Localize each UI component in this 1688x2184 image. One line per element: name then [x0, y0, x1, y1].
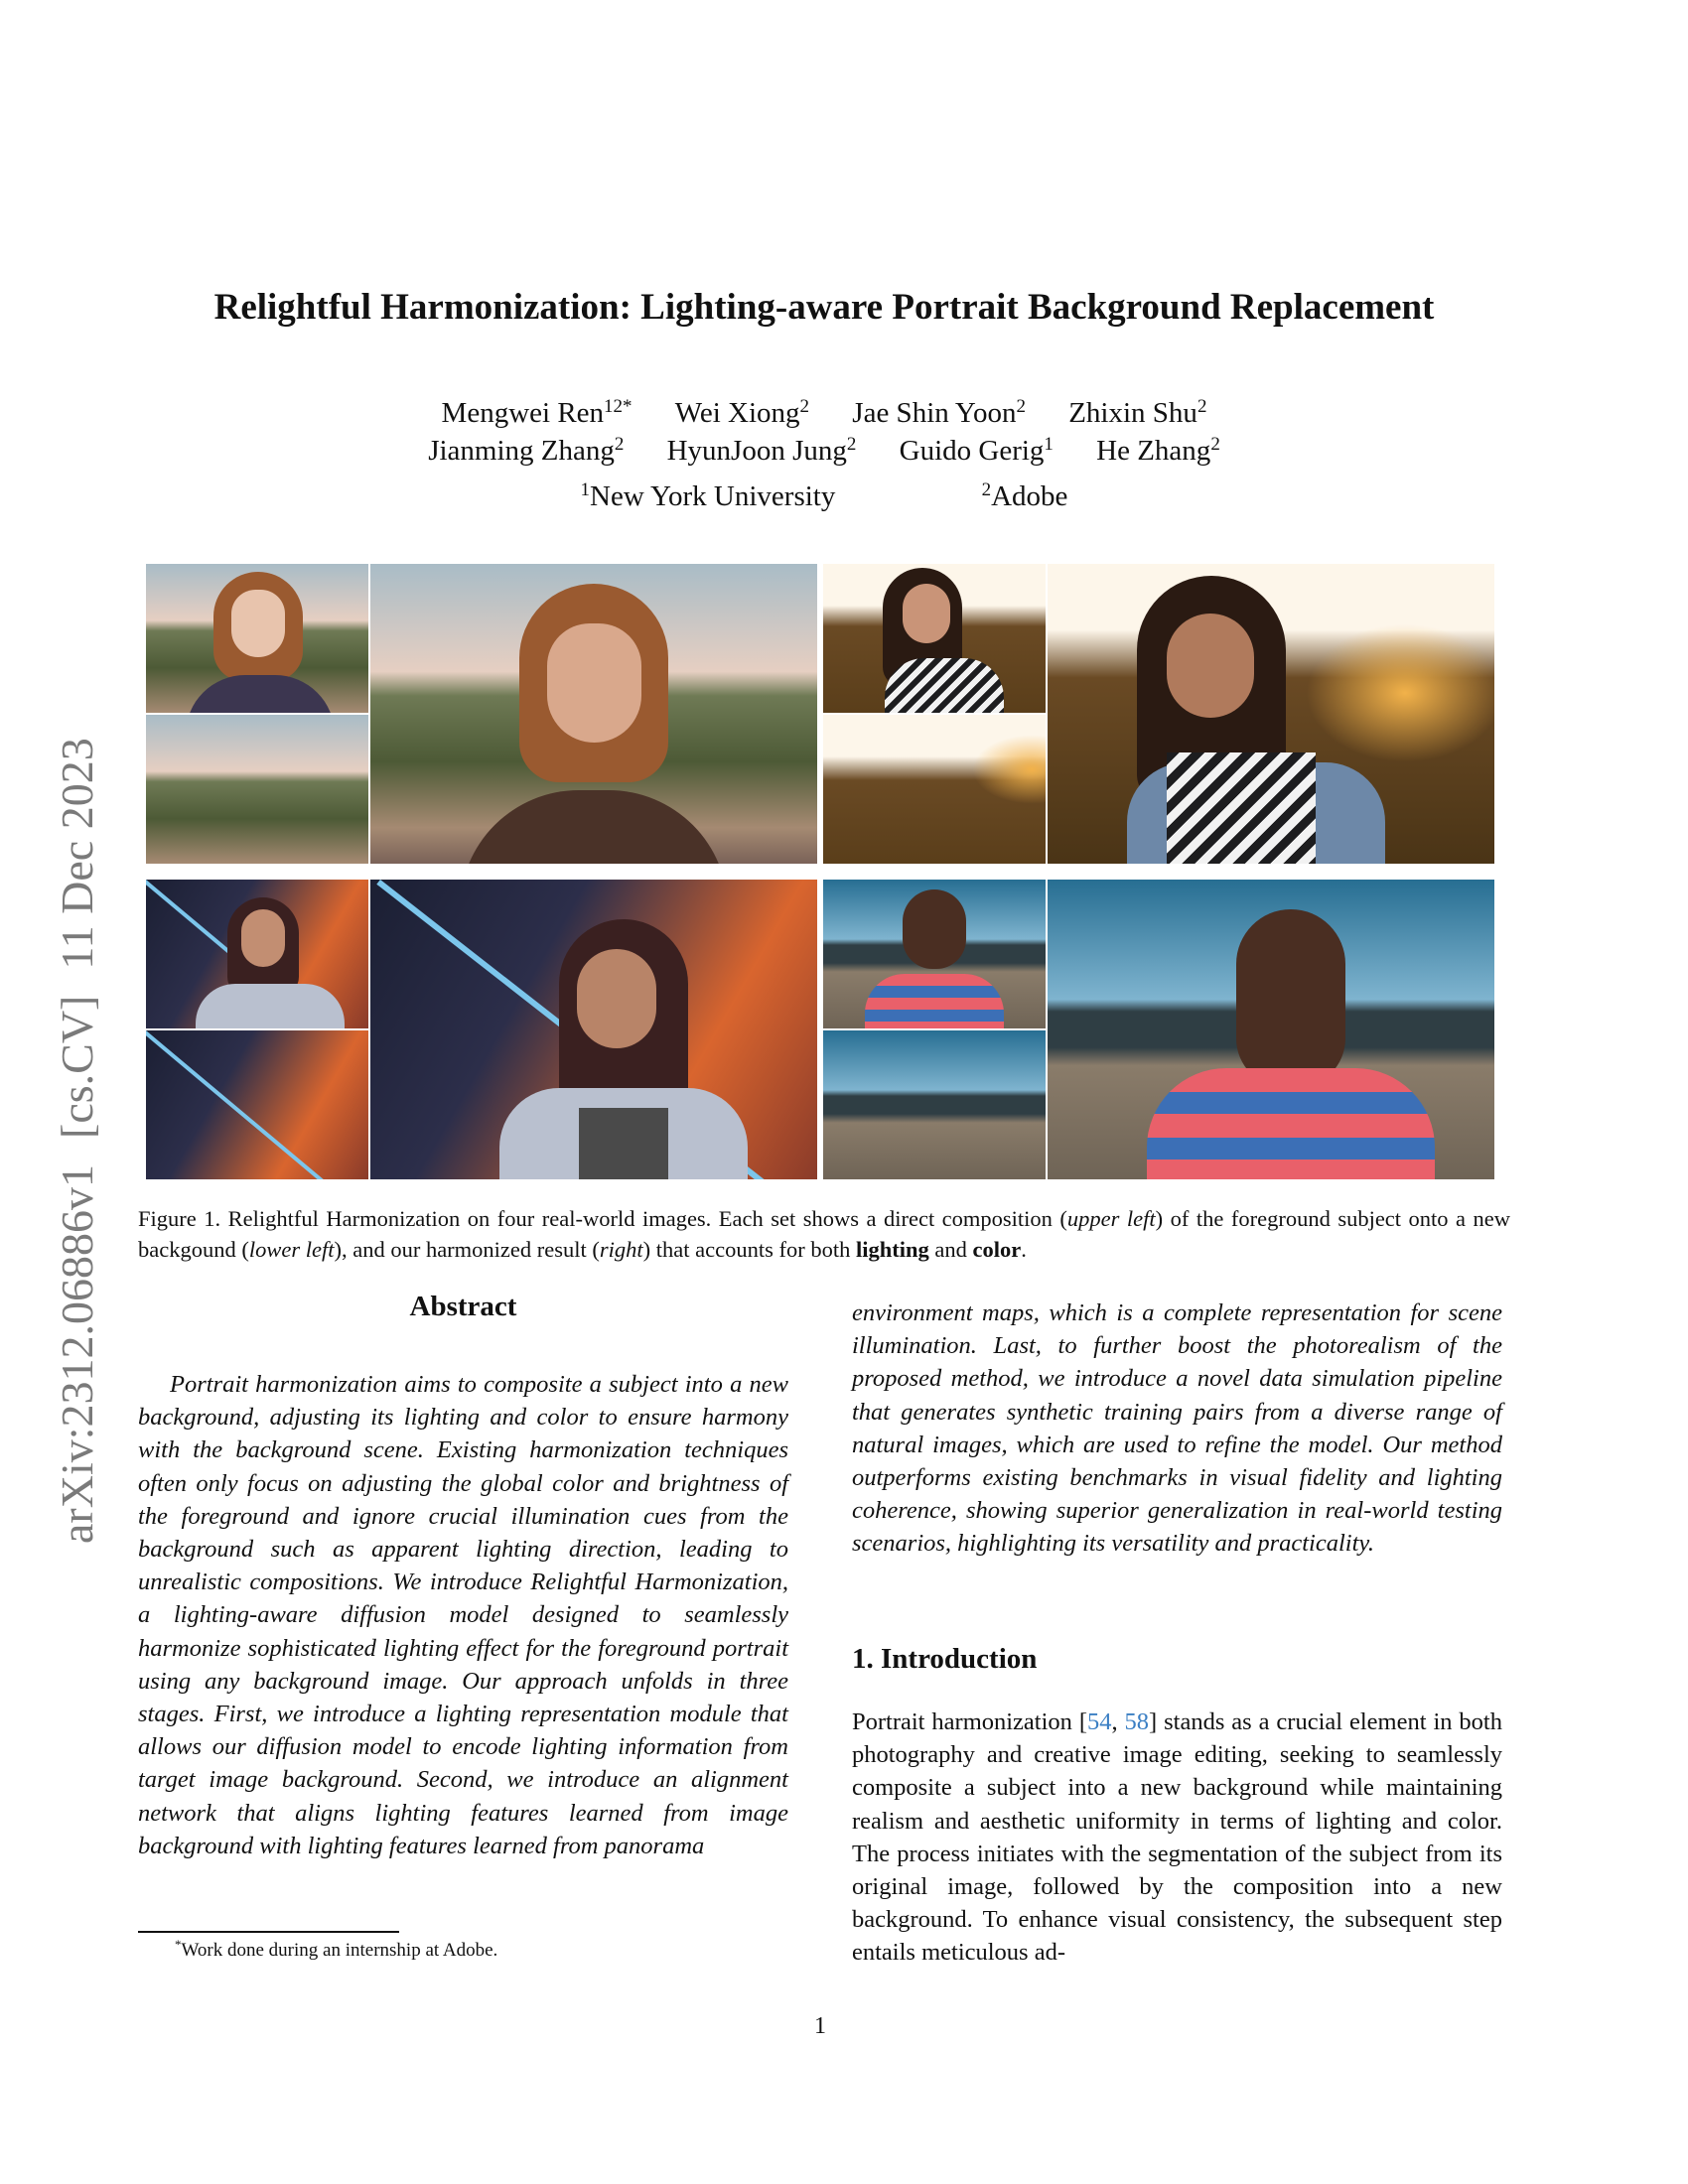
figure-caption: Figure 1. Relightful Harmonization on four real-world images. Each set shows a direct composition (upper left) of the foreground subject onto a new backgound (lower left), and our harmonized result (right) that accounts for both lighting and color. — [138, 1206, 1510, 1262]
affiliation: $^1$New York University — [580, 479, 836, 512]
figure-set-sunset — [823, 564, 1494, 864]
affiliation: $^2$Adobe — [981, 479, 1068, 512]
background-image — [146, 1030, 368, 1179]
arxiv-id: arXiv:2312.06886v1 — [52, 1163, 102, 1544]
background-image — [146, 715, 368, 864]
figure-set-landscape — [146, 564, 817, 864]
author: HyunJoon Jung$^2$ — [666, 434, 857, 467]
introduction-text: Portrait harmonization [54, 58] stands as a crucial element in both photography and creative image editing, seeking to seamlessly composite a subject into a new background while maintaining realism and aesthetic uniformity in terms of lighting and color. The process initiates with the segmentation of the subject from its original image, followed by the composition into a new background. To enhance visual consistency, the subsequent step entails meticulous ad- — [852, 1708, 1502, 1967]
composite-image — [823, 880, 1046, 1028]
paper-title: Relightful Harmonization: Lighting-aware Portrait Background Replacement — [213, 287, 1435, 328]
harmonized-result-image — [1048, 880, 1494, 1179]
abstract-text-left: Portrait harmonization aims to composite a subject into a new background, adjusting its lighting and color to ensure harmony with the background scene. Existing harmonization techniques often only focus on adjusting the global color and brightness of the foreground and ignore crucial illumination cues from the background such as apparent lighting direction, leading to unrealistic compositions. We introduce Relightful Harmonization, a lighting-aware diffusion model designed to seamlessly harmonize sophisticated lighting effect for the foreground portrait using any background image. Our approach unfolds in three stages. First, we introduce a lighting representation module that allows our diffusion model to encode lighting information from target image background. Second, we introduce an alignment network that aligns lighting features learned from image background with lighting features learned from panorama — [138, 1371, 788, 1859]
author: Wei Xiong$^2$ — [674, 396, 810, 429]
figure-set-diner — [146, 880, 817, 1179]
page-number: 1 — [814, 2013, 826, 2039]
citation-link[interactable]: 58 — [1124, 1708, 1150, 1735]
author: Guido Gerig$^1$ — [899, 434, 1054, 467]
background-image — [823, 715, 1046, 864]
footnote-rule — [138, 1931, 399, 1933]
citation-link[interactable]: 54 — [1087, 1708, 1112, 1735]
figure-1 — [146, 564, 1494, 1179]
arxiv-category: [cs.CV] — [52, 995, 102, 1139]
affiliations — [0, 478, 1648, 515]
harmonized-result-image — [370, 564, 817, 864]
harmonized-result-image — [1048, 564, 1494, 864]
authors-row-2 — [0, 432, 1648, 470]
background-image — [823, 1030, 1046, 1179]
composite-image — [823, 564, 1046, 713]
harmonized-result-image — [370, 880, 817, 1179]
abstract-heading: Abstract — [409, 1291, 517, 1322]
introduction-heading: 1. Introduction — [852, 1643, 1038, 1675]
author: Mengwei Ren$^{12*}$ — [441, 396, 633, 429]
composite-image — [146, 564, 368, 713]
author: He Zhang$^2$ — [1096, 434, 1220, 467]
author: Zhixin Shu$^2$ — [1068, 396, 1207, 429]
figure-set-beach — [823, 880, 1494, 1179]
abstract-text-right: environment maps, which is a complete representation for scene illumination. Last, to further boost the photorealism of the proposed method, we introduce a novel data simulation pipeline that generates synthetic training pairs from a diverse range of natural images, which are used to refine the model. Our method outperforms existing benchmarks in visual fidelity and lighting coherence, showing superior generalization in real-world testing scenarios, highlighting its versatility and practicality. — [852, 1299, 1502, 1558]
composite-image — [146, 880, 368, 1028]
author: Jianming Zhang$^2$ — [428, 434, 625, 467]
arxiv-date: 11 Dec 2023 — [52, 738, 102, 970]
author: Jae Shin Yoon$^2$ — [852, 396, 1026, 429]
authors-row-1 — [0, 394, 1648, 432]
footnote: *Work done during an internship at Adobe. — [175, 1937, 498, 1961]
arxiv-stamp — [48, 551, 107, 1544]
